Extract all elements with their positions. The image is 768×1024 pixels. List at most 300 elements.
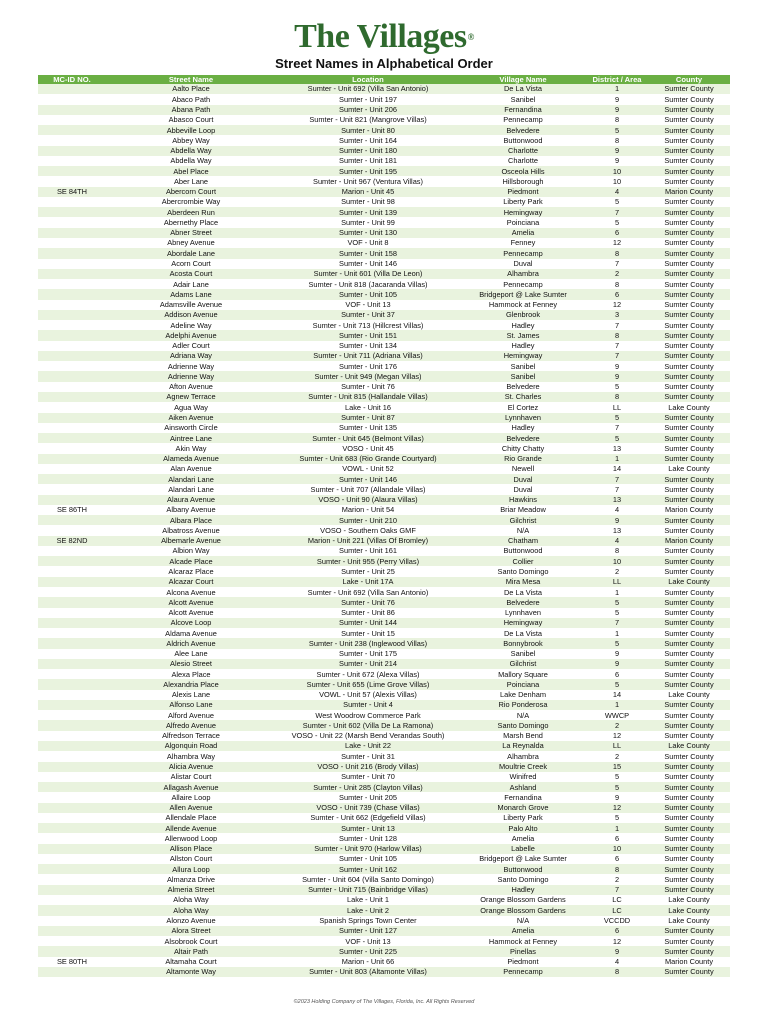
mc-id-cell: [38, 259, 106, 269]
mc-id-cell: [38, 659, 106, 669]
table-row: [38, 484, 730, 494]
table-row: [38, 392, 730, 402]
mc-id-cell: [38, 792, 106, 802]
street-name-cell: Allendale Place: [106, 813, 276, 823]
county-cell: Sumter County: [648, 679, 730, 689]
street-name-cell: Alcaraz Place: [106, 566, 276, 576]
mc-id-cell: [38, 84, 106, 94]
location-cell: Sumter - Unit 210: [276, 515, 460, 525]
mc-id-cell: [38, 474, 106, 484]
street-name-cell: Aloha Way: [106, 905, 276, 915]
table-row: [38, 259, 730, 269]
county-cell: Sumter County: [648, 392, 730, 402]
street-name-cell: Agua Way: [106, 402, 276, 412]
mc-id-cell: [38, 885, 106, 895]
table-row: [38, 351, 730, 361]
street-name-cell: Abana Path: [106, 105, 276, 115]
table-row: [38, 525, 730, 535]
mc-id-cell: [38, 228, 106, 238]
table-row: [38, 803, 730, 813]
village-name-cell: Chitty Chatty: [460, 443, 586, 453]
mc-id-cell: [38, 833, 106, 843]
street-names-table: [38, 75, 730, 977]
table-row: [38, 361, 730, 371]
district-area-cell: 1: [586, 587, 648, 597]
county-cell: Sumter County: [648, 279, 730, 289]
county-cell: Sumter County: [648, 330, 730, 340]
location-cell: VOF - Unit 8: [276, 238, 460, 248]
location-cell: Sumter - Unit 99: [276, 217, 460, 227]
table-row: [38, 916, 730, 926]
village-name-cell: Santo Domingo: [460, 720, 586, 730]
county-cell: Sumter County: [648, 84, 730, 94]
table-row: [38, 423, 730, 433]
district-area-cell: 4: [586, 187, 648, 197]
location-cell: Sumter - Unit 803 (Altamonte Villas): [276, 967, 460, 977]
table-row: [38, 176, 730, 186]
county-cell: Marion County: [648, 957, 730, 967]
table-row: [38, 782, 730, 792]
mc-id-cell: [38, 464, 106, 474]
district-area-cell: 13: [586, 525, 648, 535]
table-row: [38, 433, 730, 443]
county-cell: Sumter County: [648, 926, 730, 936]
district-area-cell: 3: [586, 310, 648, 320]
district-area-cell: 5: [586, 217, 648, 227]
county-cell: Sumter County: [648, 813, 730, 823]
column-header-location: Location: [276, 75, 460, 84]
street-name-cell: Akin Way: [106, 443, 276, 453]
location-cell: Sumter - Unit 128: [276, 833, 460, 843]
table-row: [38, 402, 730, 412]
village-name-cell: Pinellas: [460, 946, 586, 956]
table-row: [38, 608, 730, 618]
county-cell: Sumter County: [648, 382, 730, 392]
mc-id-cell: [38, 515, 106, 525]
location-cell: Sumter - Unit 818 (Jacaranda Villas): [276, 279, 460, 289]
mc-id-cell: [38, 546, 106, 556]
village-name-cell: Poinciana: [460, 217, 586, 227]
district-area-cell: 5: [586, 772, 648, 782]
mc-id-cell: [38, 597, 106, 607]
village-name-cell: Hadley: [460, 423, 586, 433]
table-row: [38, 320, 730, 330]
district-area-cell: 8: [586, 330, 648, 340]
location-cell: Lake - Unit 17A: [276, 577, 460, 587]
mc-id-cell: [38, 443, 106, 453]
district-area-cell: 7: [586, 259, 648, 269]
village-name-cell: Hillsborough: [460, 176, 586, 186]
table-row: [38, 720, 730, 730]
county-cell: Sumter County: [648, 638, 730, 648]
county-cell: Sumter County: [648, 710, 730, 720]
location-cell: Sumter - Unit 970 (Harlow Villas): [276, 844, 460, 854]
mc-id-cell: [38, 310, 106, 320]
location-cell: Sumter - Unit 98: [276, 197, 460, 207]
mc-id-cell: [38, 679, 106, 689]
district-area-cell: 9: [586, 946, 648, 956]
district-area-cell: 5: [586, 782, 648, 792]
street-name-cell: Albatross Avenue: [106, 525, 276, 535]
district-area-cell: 9: [586, 146, 648, 156]
location-cell: Sumter - Unit 162: [276, 864, 460, 874]
location-cell: VOSO - Unit 22 (Marsh Bend Verandas South): [276, 731, 460, 741]
district-area-cell: 15: [586, 762, 648, 772]
mc-id-cell: [38, 741, 106, 751]
district-area-cell: 6: [586, 833, 648, 843]
village-name-cell: Duval: [460, 484, 586, 494]
location-cell: Sumter - Unit 37: [276, 310, 460, 320]
district-area-cell: LC: [586, 895, 648, 905]
village-name-cell: Glenbrook: [460, 310, 586, 320]
district-area-cell: 9: [586, 659, 648, 669]
table-row: [38, 556, 730, 566]
village-name-cell: Amelia: [460, 833, 586, 843]
village-name-cell: Hemingway: [460, 351, 586, 361]
street-name-cell: Adrienne Way: [106, 361, 276, 371]
mc-id-cell: [38, 125, 106, 135]
mc-id-cell: [38, 433, 106, 443]
county-cell: Sumter County: [648, 762, 730, 772]
location-cell: VOSO - Unit 216 (Brody Villas): [276, 762, 460, 772]
street-name-cell: Acorn Court: [106, 259, 276, 269]
location-cell: Sumter - Unit 206: [276, 105, 460, 115]
mc-id-cell: [38, 300, 106, 310]
street-name-cell: Allston Court: [106, 854, 276, 864]
village-name-cell: Pennecamp: [460, 115, 586, 125]
village-name-cell: Buttonwood: [460, 864, 586, 874]
table-row: [38, 217, 730, 227]
district-area-cell: 8: [586, 967, 648, 977]
table-row: [38, 597, 730, 607]
mc-id-cell: [38, 751, 106, 761]
street-name-cell: Aalto Place: [106, 84, 276, 94]
village-name-cell: N/A: [460, 525, 586, 535]
village-name-cell: Osceola Hills: [460, 166, 586, 176]
mc-id-cell: [38, 844, 106, 854]
street-name-cell: Albara Place: [106, 515, 276, 525]
location-cell: VOWL - Unit 52: [276, 464, 460, 474]
district-area-cell: 8: [586, 546, 648, 556]
county-cell: Sumter County: [648, 217, 730, 227]
mc-id-cell: [38, 351, 106, 361]
mc-id-cell: [38, 330, 106, 340]
mc-id-cell: [38, 587, 106, 597]
village-name-cell: Rio Ponderosa: [460, 700, 586, 710]
table-row: [38, 105, 730, 115]
location-cell: Sumter - Unit 80: [276, 125, 460, 135]
mc-id-cell: [38, 874, 106, 884]
village-name-cell: Santo Domingo: [460, 566, 586, 576]
street-name-cell: Alesio Street: [106, 659, 276, 669]
copyright-footer: ©2023 Holding Company of The Villages, Florida, Inc. All Rights Reserved: [293, 999, 475, 1005]
table-row: [38, 474, 730, 484]
street-name-cell: Addison Avenue: [106, 310, 276, 320]
table-row: [38, 536, 730, 546]
county-cell: Sumter County: [648, 320, 730, 330]
mc-id-cell: [38, 669, 106, 679]
village-name-cell: Marsh Bend: [460, 731, 586, 741]
street-name-cell: Algonquin Road: [106, 741, 276, 751]
district-area-cell: 9: [586, 515, 648, 525]
street-name-cell: Aloha Way: [106, 895, 276, 905]
table-row: [38, 833, 730, 843]
column-header-street-name: Street Name: [106, 75, 276, 84]
county-cell: Sumter County: [648, 474, 730, 484]
mc-id-cell: [38, 700, 106, 710]
mc-id-cell: [38, 289, 106, 299]
street-name-cell: Alexandria Place: [106, 679, 276, 689]
table-row: [38, 187, 730, 197]
village-name-cell: Duval: [460, 259, 586, 269]
county-cell: Sumter County: [648, 300, 730, 310]
street-name-cell: Aber Lane: [106, 176, 276, 186]
location-cell: Sumter - Unit 144: [276, 618, 460, 628]
location-cell: VOSO - Unit 45: [276, 443, 460, 453]
county-cell: Sumter County: [648, 484, 730, 494]
mc-id-cell: [38, 176, 106, 186]
table-row: [38, 690, 730, 700]
the-villages-logo: The Villages®: [294, 18, 474, 55]
county-cell: Sumter County: [648, 166, 730, 176]
county-cell: Sumter County: [648, 566, 730, 576]
village-name-cell: Bonnybrook: [460, 638, 586, 648]
district-area-cell: 2: [586, 720, 648, 730]
district-area-cell: 9: [586, 371, 648, 381]
table-row: [38, 638, 730, 648]
street-name-cell: Abbey Way: [106, 135, 276, 145]
table-row: [38, 371, 730, 381]
table-row: [38, 772, 730, 782]
mc-id-cell: [38, 813, 106, 823]
district-area-cell: 12: [586, 300, 648, 310]
village-name-cell: Gilchrist: [460, 515, 586, 525]
county-cell: Sumter County: [648, 936, 730, 946]
location-cell: Sumter - Unit 604 (Villa Santo Domingo): [276, 874, 460, 884]
village-name-cell: Labelle: [460, 844, 586, 854]
table-row: [38, 700, 730, 710]
district-area-cell: 13: [586, 495, 648, 505]
village-name-cell: Belvedere: [460, 382, 586, 392]
county-cell: Sumter County: [648, 885, 730, 895]
street-name-cell: Altamonte Way: [106, 967, 276, 977]
table-row: [38, 310, 730, 320]
county-cell: Lake County: [648, 690, 730, 700]
table-row: [38, 936, 730, 946]
district-area-cell: 1: [586, 628, 648, 638]
village-name-cell: Hammock at Fenney: [460, 936, 586, 946]
village-name-cell: Briar Meadow: [460, 505, 586, 515]
street-name-cell: Alexa Place: [106, 669, 276, 679]
village-name-cell: Amelia: [460, 926, 586, 936]
district-area-cell: 2: [586, 751, 648, 761]
county-cell: Sumter County: [648, 105, 730, 115]
table-row: [38, 874, 730, 884]
mc-id-cell: [38, 731, 106, 741]
village-name-cell: Fernandina: [460, 105, 586, 115]
village-name-cell: Alhambra: [460, 751, 586, 761]
street-name-cell: Abaco Path: [106, 94, 276, 104]
village-name-cell: St. James: [460, 330, 586, 340]
district-area-cell: 5: [586, 413, 648, 423]
location-cell: Marion - Unit 66: [276, 957, 460, 967]
district-area-cell: 5: [586, 608, 648, 618]
table-row: [38, 864, 730, 874]
county-cell: Sumter County: [648, 413, 730, 423]
village-name-cell: Santo Domingo: [460, 874, 586, 884]
district-area-cell: 9: [586, 156, 648, 166]
table-row: [38, 495, 730, 505]
village-name-cell: Palo Alto: [460, 823, 586, 833]
district-area-cell: LL: [586, 577, 648, 587]
street-name-cell: Adeline Way: [106, 320, 276, 330]
street-name-cell: Aintree Lane: [106, 433, 276, 443]
street-name-cell: Abel Place: [106, 166, 276, 176]
street-name-cell: Abercorn Court: [106, 187, 276, 197]
district-area-cell: LL: [586, 402, 648, 412]
district-area-cell: 8: [586, 135, 648, 145]
district-area-cell: 5: [586, 382, 648, 392]
village-name-cell: Duval: [460, 474, 586, 484]
table-row: [38, 679, 730, 689]
district-area-cell: 7: [586, 320, 648, 330]
location-cell: Sumter - Unit 601 (Villa De Leon): [276, 269, 460, 279]
village-name-cell: Bridgeport @ Lake Sumter: [460, 854, 586, 864]
location-cell: Sumter - Unit 197: [276, 94, 460, 104]
county-cell: Sumter County: [648, 844, 730, 854]
mc-id-cell: [38, 803, 106, 813]
location-cell: Marion - Unit 221 (Villas Of Bromley): [276, 536, 460, 546]
street-name-cell: Alford Avenue: [106, 710, 276, 720]
county-cell: Lake County: [648, 895, 730, 905]
village-name-cell: Hemingway: [460, 207, 586, 217]
table-row: [38, 289, 730, 299]
county-cell: Sumter County: [648, 864, 730, 874]
location-cell: Sumter - Unit 25: [276, 566, 460, 576]
street-name-cell: Abdella Way: [106, 146, 276, 156]
mc-id-cell: [38, 402, 106, 412]
district-area-cell: 12: [586, 803, 648, 813]
county-cell: Lake County: [648, 916, 730, 926]
mc-id-cell: [38, 279, 106, 289]
table-row: [38, 762, 730, 772]
county-cell: Sumter County: [648, 351, 730, 361]
mc-id-cell: [38, 320, 106, 330]
district-area-cell: 7: [586, 484, 648, 494]
village-name-cell: Sanibel: [460, 361, 586, 371]
page-title: Street Names in Alphabetical Order: [275, 56, 493, 71]
mc-id-cell: [38, 710, 106, 720]
location-cell: Sumter - Unit 175: [276, 649, 460, 659]
street-name-cell: Adelphi Avenue: [106, 330, 276, 340]
street-name-cell: Alandari Lane: [106, 474, 276, 484]
location-cell: Sumter - Unit 139: [276, 207, 460, 217]
county-cell: Sumter County: [648, 228, 730, 238]
village-name-cell: Hemingway: [460, 618, 586, 628]
street-name-cell: Abernethy Place: [106, 217, 276, 227]
village-name-cell: Poinciana: [460, 679, 586, 689]
location-cell: Sumter - Unit 707 (Allandale Villas): [276, 484, 460, 494]
village-name-cell: Fernandina: [460, 792, 586, 802]
street-name-cell: Albion Way: [106, 546, 276, 556]
street-name-cell: Altair Path: [106, 946, 276, 956]
village-name-cell: El Cortez: [460, 402, 586, 412]
street-name-cell: Allaire Loop: [106, 792, 276, 802]
county-cell: Sumter County: [648, 207, 730, 217]
district-area-cell: 6: [586, 854, 648, 864]
location-cell: VOWL - Unit 57 (Alexis Villas): [276, 690, 460, 700]
table-row: [38, 823, 730, 833]
mc-id-cell: SE 80TH: [38, 957, 106, 967]
mc-id-cell: [38, 361, 106, 371]
village-name-cell: Collier: [460, 556, 586, 566]
mc-id-cell: [38, 197, 106, 207]
table-row: [38, 248, 730, 258]
mc-id-cell: SE 82ND: [38, 536, 106, 546]
village-name-cell: Charlotte: [460, 146, 586, 156]
table-row: [38, 125, 730, 135]
district-area-cell: 5: [586, 813, 648, 823]
table-row: [38, 84, 730, 94]
street-name-cell: Abney Avenue: [106, 238, 276, 248]
district-area-cell: 7: [586, 423, 648, 433]
location-cell: Sumter - Unit 645 (Belmont Villas): [276, 433, 460, 443]
mc-id-cell: [38, 115, 106, 125]
village-name-cell: N/A: [460, 916, 586, 926]
location-cell: Marion - Unit 54: [276, 505, 460, 515]
location-cell: Sumter - Unit 134: [276, 341, 460, 351]
location-cell: Sumter - Unit 76: [276, 597, 460, 607]
location-cell: Sumter - Unit 105: [276, 289, 460, 299]
village-name-cell: Charlotte: [460, 156, 586, 166]
county-cell: Sumter County: [648, 310, 730, 320]
table-row: [38, 279, 730, 289]
location-cell: Sumter - Unit 955 (Perry Villas): [276, 556, 460, 566]
county-cell: Sumter County: [648, 94, 730, 104]
location-cell: Sumter - Unit 76: [276, 382, 460, 392]
county-cell: Sumter County: [648, 135, 730, 145]
mc-id-cell: [38, 823, 106, 833]
village-name-cell: Belvedere: [460, 433, 586, 443]
village-name-cell: Piedmont: [460, 957, 586, 967]
district-area-cell: 5: [586, 125, 648, 135]
table-row: [38, 844, 730, 854]
location-cell: Sumter - Unit 692 (Villa San Antonio): [276, 587, 460, 597]
mc-id-cell: [38, 762, 106, 772]
location-cell: Sumter - Unit 151: [276, 330, 460, 340]
county-cell: Sumter County: [648, 967, 730, 977]
table-row: [38, 135, 730, 145]
district-area-cell: 14: [586, 464, 648, 474]
street-name-cell: Abasco Court: [106, 115, 276, 125]
table-row: [38, 269, 730, 279]
street-name-cell: Adamsville Avenue: [106, 300, 276, 310]
table-row: [38, 94, 730, 104]
table-row: [38, 649, 730, 659]
street-name-cell: Afton Avenue: [106, 382, 276, 392]
table-row: [38, 546, 730, 556]
village-name-cell: Buttonwood: [460, 546, 586, 556]
mc-id-cell: [38, 690, 106, 700]
location-cell: Sumter - Unit 285 (Clayton Villas): [276, 782, 460, 792]
location-cell: Sumter - Unit 195: [276, 166, 460, 176]
table-row: [38, 905, 730, 915]
table-row: [38, 166, 730, 176]
street-name-cell: Alonzo Avenue: [106, 916, 276, 926]
table-row: [38, 413, 730, 423]
column-header-mc-id: MC-ID NO.: [38, 75, 106, 84]
county-cell: Sumter County: [648, 433, 730, 443]
